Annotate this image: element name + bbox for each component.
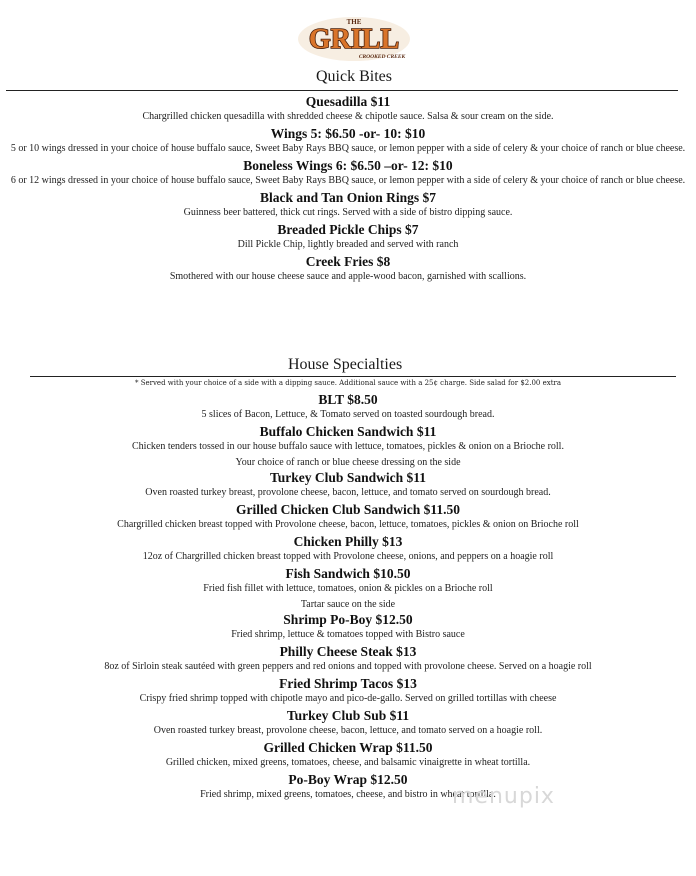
menu-item <box>0 533 696 563</box>
menu-item-name: Po-Boy Wrap $12.50 <box>288 772 408 787</box>
menu-item-name: Fish Sandwich $10.50 <box>285 566 411 581</box>
side-note: * Served with your choice of a side with a dipping sauce. Additional sauce with a 25¢ charge. Side salad for $2.00 extra <box>134 379 562 387</box>
menu-item-description: Fried shrimp, mixed greens, tomatoes, cheese, and bistro in wheat tortilla. <box>200 789 496 800</box>
section-divider <box>6 90 678 91</box>
grill-logo <box>296 12 412 64</box>
menu-item-description: Fried shrimp, lettuce & tomatoes topped with Bistro sauce <box>231 629 465 640</box>
menu-item-name: Grilled Chicken Wrap $11.50 <box>263 740 433 755</box>
menu-item <box>0 125 696 155</box>
menu-item <box>0 771 696 801</box>
menu-item <box>0 739 696 769</box>
menu-item-name: Quesadilla $11 <box>305 94 391 109</box>
menu-item-name: Fried Shrimp Tacos $13 <box>279 676 417 691</box>
menu-item-description: 5 slices of Bacon, Lettuce, & Tomato served on toasted sourdough bread. <box>201 409 495 420</box>
menu-item-description: Chargrilled chicken quesadilla with shredded cheese & chipotle sauce. Salsa & sour cream on the side. <box>142 111 554 122</box>
menu-item-name: Shrimp Po-Boy $12.50 <box>283 612 413 627</box>
menu-item-description: 8oz of Sirloin steak sautéed with green peppers and red onions and topped with provolone cheese. Served on a hoagie roll <box>104 661 592 672</box>
menu-item-description: Chargrilled chicken breast topped with Provolone cheese, bacon, lettuce, tomatoes, pickles & onion on Brioche roll <box>117 519 579 530</box>
menu-item-name: Philly Cheese Steak $13 <box>279 644 417 659</box>
menu-item-description: Fried fish fillet with lettuce, tomatoes, onion & pickles on a Brioche roll <box>203 583 493 594</box>
menu-item-description: Smothered with our house cheese sauce and apple-wood bacon, garnished with scallions. <box>169 271 527 282</box>
menu-item-name: Boneless Wings 6: $6.50 –or- 12: $10 <box>243 158 453 173</box>
menu-item-name: Buffalo Chicken Sandwich $11 <box>259 424 437 439</box>
menu-item-name: Turkey Club Sub $11 <box>286 708 410 723</box>
section-title-house-specialties: House Specialties <box>288 356 403 373</box>
menu-item-name: Black and Tan Onion Rings $7 <box>260 190 436 205</box>
menu-item <box>0 423 696 469</box>
menu-item-description: 6 or 12 wings dressed in your choice of house buffalo sauce, Sweet Baby Rays BBQ sauce, or lemon pepper with a side of celery & your choice of ranch or blue cheese. <box>10 175 686 186</box>
menu-item-description: Oven roasted turkey breast, provolone cheese, bacon, lettuce, and tomato served on a hoagie roll. <box>153 725 543 736</box>
menu-item-name: Wings 5: $6.50 -or- 10: $10 <box>270 126 426 141</box>
logo-tag: CROOKED CREEK <box>358 54 406 60</box>
menu-item-note: Your choice of ranch or blue cheese dressing on the side <box>235 457 461 468</box>
quick-bites-list <box>0 93 696 285</box>
section-title-quick-bites: Quick Bites <box>316 68 392 85</box>
menu-item-description: Chicken tenders tossed in our house buffalo sauce with lettuce, tomatoes, pickles & onion on a Brioche roll. <box>132 441 564 452</box>
menu-item <box>0 221 696 251</box>
menu-item <box>0 157 696 187</box>
menu-item-description: Crispy fried shrimp topped with chipotle mayo and pico-de-gallo. Served on grilled tortillas with cheese <box>139 693 557 704</box>
menu-item-description: Grilled chicken, mixed greens, tomatoes, cheese, and balsamic vinaigrette in wheat tortilla. <box>165 757 531 768</box>
menu-item-name: Grilled Chicken Club Sandwich $11.50 <box>236 502 460 517</box>
menu-item-name: BLT $8.50 <box>318 392 378 407</box>
house-specialties-list <box>0 379 696 803</box>
menu-item-description: 5 or 10 wings dressed in your choice of house buffalo sauce, Sweet Baby Rays BBQ sauce, or lemon pepper with a side of celery & your choice of ranch or blue cheese. <box>10 143 686 154</box>
watermark: menupix <box>452 784 555 809</box>
menu-item <box>0 565 696 611</box>
menu-item <box>0 675 696 705</box>
menu-item <box>0 469 696 499</box>
section-divider <box>30 376 676 377</box>
menu-item-name: Turkey Club Sandwich $11 <box>270 470 426 485</box>
menu-item-name: Chicken Philly $13 <box>293 534 403 549</box>
menu-item <box>0 707 696 737</box>
menu-item <box>0 643 696 673</box>
menu-item <box>0 253 696 283</box>
menu-item-description: Guinness beer battered, thick cut rings. Served with a side of bistro dipping sauce. <box>183 207 513 218</box>
menu-item <box>0 93 696 123</box>
menu-item <box>0 501 696 531</box>
menu-item-description: Oven roasted turkey breast, provolone cheese, bacon, lettuce, and tomato served on sourdough bread. <box>145 487 551 498</box>
menu-item-name: Creek Fries $8 <box>305 254 391 269</box>
menu-item-name: Breaded Pickle Chips $7 <box>277 222 419 237</box>
menu-item <box>0 391 696 421</box>
menu-item-description: 12oz of Chargrilled chicken breast topped with Provolone cheese, onions, and peppers on a hoagie roll <box>142 551 554 562</box>
menu-item-note: Tartar sauce on the side <box>300 599 396 610</box>
menu-item <box>0 611 696 641</box>
logo-top-text: THE <box>346 18 362 26</box>
menu-item-description: Dill Pickle Chip, lightly breaded and served with ranch <box>237 239 459 250</box>
menu-item <box>0 189 696 219</box>
logo-word: GRILL <box>308 24 400 55</box>
